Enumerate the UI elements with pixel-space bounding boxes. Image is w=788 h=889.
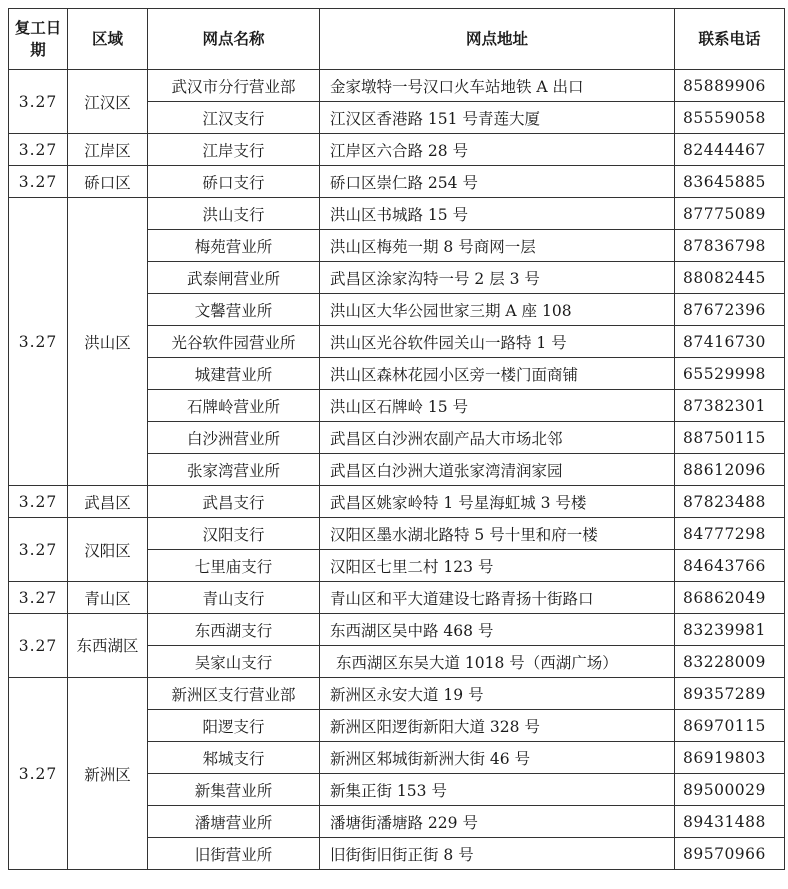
branch-name-cell: 阳逻支行	[148, 710, 320, 742]
branch-name-cell: 张家湾营业所	[148, 454, 320, 486]
address-cell: 旧街街旧街正街 8 号	[320, 838, 675, 870]
branch-name-cell: 白沙洲营业所	[148, 422, 320, 454]
branch-name-cell: 邾城支行	[148, 742, 320, 774]
branch-name-cell: 洪山支行	[148, 198, 320, 230]
district-cell: 江岸区	[68, 134, 148, 166]
address-cell: 新集正街 153 号	[320, 774, 675, 806]
branch-name-cell: 新洲区支行营业部	[148, 678, 320, 710]
phone-cell: 83645885	[675, 166, 785, 198]
table-row	[9, 678, 785, 710]
address-cell: 新洲区邾城街新洲大街 46 号	[320, 742, 675, 774]
address-cell: 汉阳区墨水湖北路特 5 号十里和府一楼	[320, 518, 675, 550]
branch-name-cell: 青山支行	[148, 582, 320, 614]
district-cell: 洪山区	[68, 198, 148, 486]
branch-name-cell: 武昌支行	[148, 486, 320, 518]
address-cell: 江汉区香港路 151 号青莲大厦	[320, 102, 675, 134]
address-cell: 金家墩特一号汉口火车站地铁 A 出口	[320, 70, 675, 102]
phone-cell: 82444467	[675, 134, 785, 166]
address-cell: 洪山区光谷软件园关山一路特 1 号	[320, 326, 675, 358]
address-cell: 洪山区梅苑一期 8 号商网一层	[320, 230, 675, 262]
address-cell: 东西湖区吴中路 468 号	[320, 614, 675, 646]
branch-name-cell: 文馨营业所	[148, 294, 320, 326]
table-row	[9, 614, 785, 646]
address-cell: 汉阳区七里二村 123 号	[320, 550, 675, 582]
address-cell: 洪山区森林花园小区旁一楼门面商铺	[320, 358, 675, 390]
address-cell: 洪山区大华公园世家三期 A 座 108	[320, 294, 675, 326]
phone-cell: 86970115	[675, 710, 785, 742]
reopen-date-cell: 3.27	[9, 70, 68, 134]
branch-name-cell: 梅苑营业所	[148, 230, 320, 262]
reopen-date-cell: 3.27	[9, 486, 68, 518]
branch-name-cell: 潘塘营业所	[148, 806, 320, 838]
phone-cell: 87775089	[675, 198, 785, 230]
phone-cell: 86862049	[675, 582, 785, 614]
table-row	[9, 518, 785, 550]
phone-cell: 89357289	[675, 678, 785, 710]
district-cell: 江汉区	[68, 70, 148, 134]
phone-cell: 86919803	[675, 742, 785, 774]
branch-name-cell: 江岸支行	[148, 134, 320, 166]
phone-cell: 85889906	[675, 70, 785, 102]
branch-name-cell: 七里庙支行	[148, 550, 320, 582]
reopen-date-cell: 3.27	[9, 134, 68, 166]
branch-name-cell: 东西湖支行	[148, 614, 320, 646]
address-cell: 武昌区白沙洲大道张家湾清润家园	[320, 454, 675, 486]
address-cell: 武昌区涂家沟特一号 2 层 3 号	[320, 262, 675, 294]
branch-name-cell: 武汉市分行营业部	[148, 70, 320, 102]
address-cell: 新洲区阳逻街新阳大道 328 号	[320, 710, 675, 742]
phone-cell: 88082445	[675, 262, 785, 294]
district-cell: 青山区	[68, 582, 148, 614]
header-date: 复工日期	[9, 9, 68, 70]
header-district: 区域	[68, 9, 148, 70]
table-header-row	[9, 9, 785, 70]
reopen-date-cell: 3.27	[9, 614, 68, 678]
phone-cell: 83228009	[675, 646, 785, 678]
address-cell: 硚口区崇仁路 254 号	[320, 166, 675, 198]
branch-name-cell: 城建营业所	[148, 358, 320, 390]
reopen-date-cell: 3.27	[9, 166, 68, 198]
table-row	[9, 166, 785, 198]
header-address: 网点地址	[320, 9, 675, 70]
table-row	[9, 582, 785, 614]
address-cell: 武昌区姚家岭特 1 号星海虹城 3 号楼	[320, 486, 675, 518]
phone-cell: 87836798	[675, 230, 785, 262]
table-row	[9, 486, 785, 518]
phone-cell: 84643766	[675, 550, 785, 582]
table-row	[9, 134, 785, 166]
address-cell: 东西湖区东吴大道 1018 号（西湖广场）	[320, 646, 675, 678]
phone-cell: 85559058	[675, 102, 785, 134]
district-cell: 武昌区	[68, 486, 148, 518]
district-cell: 硚口区	[68, 166, 148, 198]
header-phone: 联系电话	[675, 9, 785, 70]
branch-name-cell: 汉阳支行	[148, 518, 320, 550]
reopen-date-cell: 3.27	[9, 198, 68, 486]
phone-cell: 87823488	[675, 486, 785, 518]
header-branch-name: 网点名称	[148, 9, 320, 70]
phone-cell: 87672396	[675, 294, 785, 326]
phone-cell: 89570966	[675, 838, 785, 870]
table-row	[9, 70, 785, 102]
address-cell: 武昌区白沙洲农副产品大市场北邻	[320, 422, 675, 454]
reopen-date-cell: 3.27	[9, 518, 68, 582]
address-cell: 洪山区石牌岭 15 号	[320, 390, 675, 422]
address-cell: 江岸区六合路 28 号	[320, 134, 675, 166]
branch-name-cell: 江汉支行	[148, 102, 320, 134]
phone-cell: 65529998	[675, 358, 785, 390]
address-cell: 潘塘街潘塘路 229 号	[320, 806, 675, 838]
phone-cell: 83239981	[675, 614, 785, 646]
phone-cell: 84777298	[675, 518, 785, 550]
branch-name-cell: 石牌岭营业所	[148, 390, 320, 422]
branch-name-cell: 旧街营业所	[148, 838, 320, 870]
branch-name-cell: 新集营业所	[148, 774, 320, 806]
phone-cell: 88750115	[675, 422, 785, 454]
reopen-date-cell: 3.27	[9, 582, 68, 614]
branch-name-cell: 武泰闸营业所	[148, 262, 320, 294]
branch-name-cell: 硚口支行	[148, 166, 320, 198]
phone-cell: 89500029	[675, 774, 785, 806]
phone-cell: 87416730	[675, 326, 785, 358]
branch-table-container	[8, 8, 785, 870]
reopen-date-cell: 3.27	[9, 678, 68, 870]
branch-name-cell: 吴家山支行	[148, 646, 320, 678]
district-cell: 汉阳区	[68, 518, 148, 582]
phone-cell: 89431488	[675, 806, 785, 838]
phone-cell: 87382301	[675, 390, 785, 422]
district-cell: 东西湖区	[68, 614, 148, 678]
phone-cell: 88612096	[675, 454, 785, 486]
table-row	[9, 198, 785, 230]
branch-name-cell: 光谷软件园营业所	[148, 326, 320, 358]
address-cell: 青山区和平大道建设七路青扬十街路口	[320, 582, 675, 614]
branch-reopening-table	[8, 8, 785, 870]
district-cell: 新洲区	[68, 678, 148, 870]
address-cell: 洪山区书城路 15 号	[320, 198, 675, 230]
address-cell: 新洲区永安大道 19 号	[320, 678, 675, 710]
